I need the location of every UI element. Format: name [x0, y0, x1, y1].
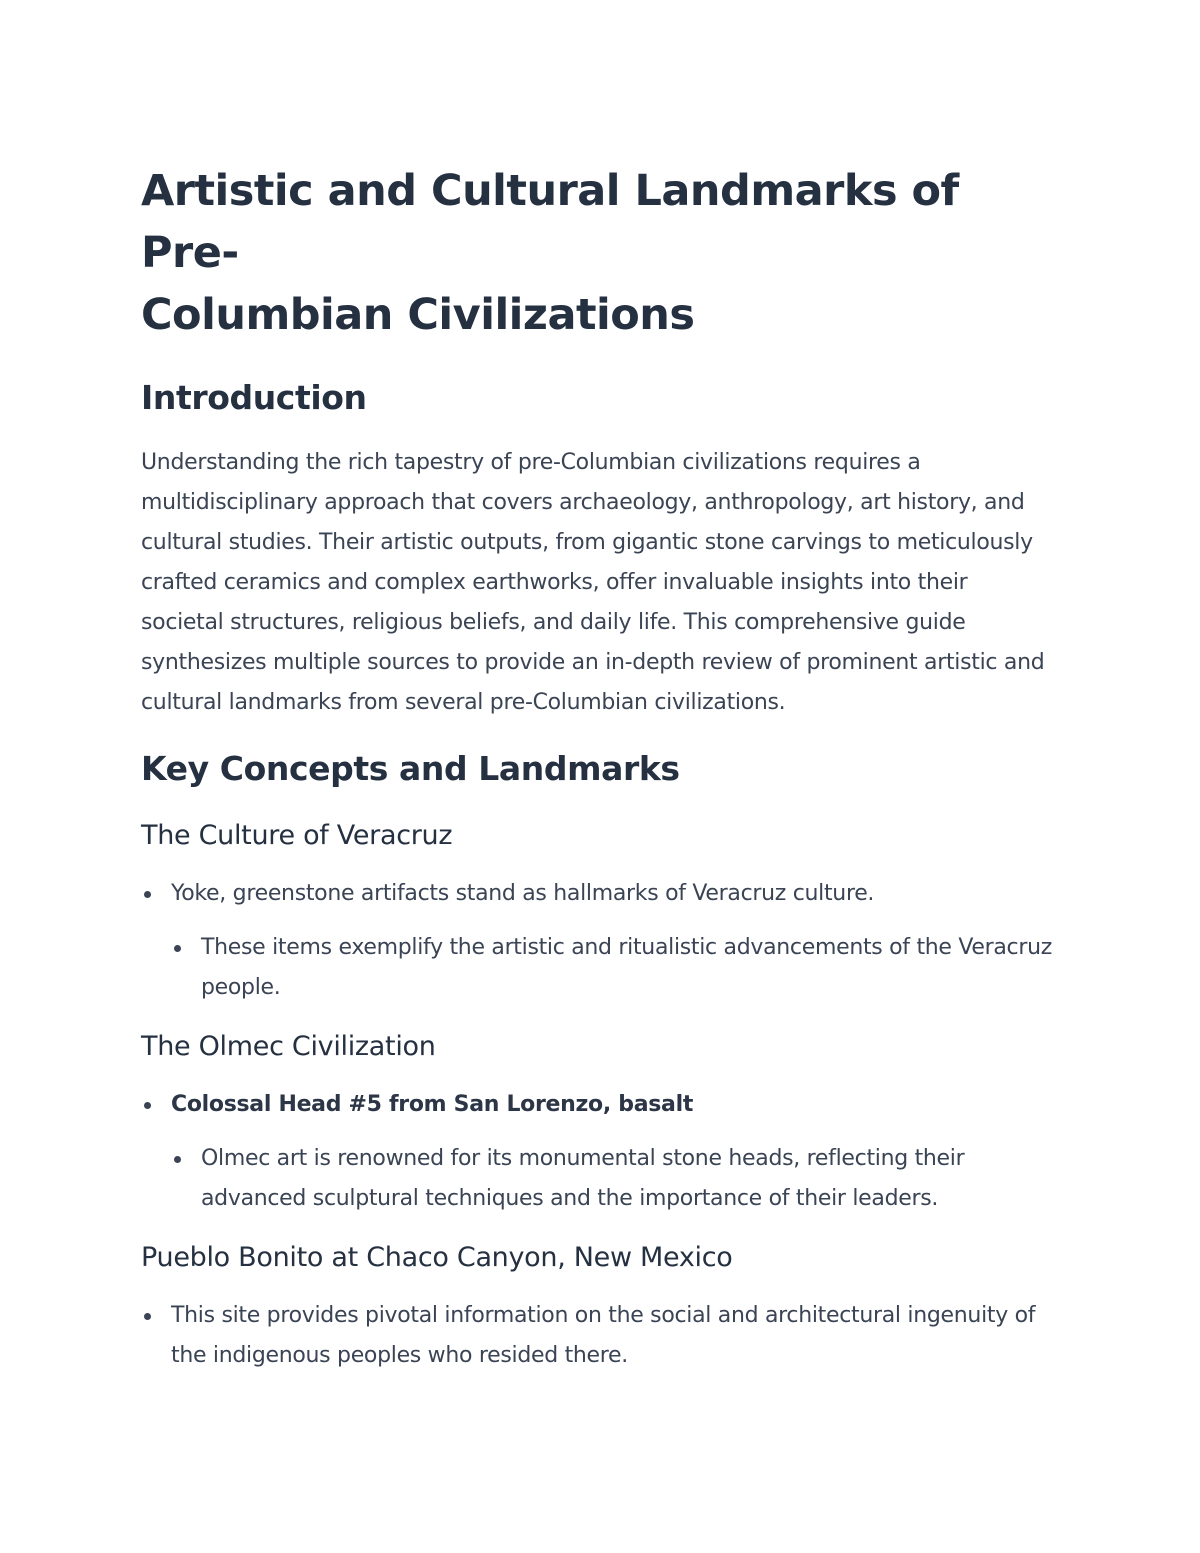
bullet-icon — [144, 1102, 151, 1109]
bullet-icon — [174, 1156, 181, 1163]
list-item-text: These items exemplify the artistic and ritualistic advancements of the Veracruz people. — [201, 935, 1052, 1000]
list-item — [141, 928, 1061, 1008]
introduction-paragraph: Understanding the rich tapestry of pre-Columbian civilizations requires a multidisciplinary approach that covers archaeology, anthropology, art history, and cultural studies. Their artistic outputs, from gigantic stone carvings to meticulously crafted ceramics and complex earthworks, offer invaluable insights into their societal structures, religious beliefs, and daily life. This comprehensive guide synthesizes multiple sources to provide an in-depth review of prominent artistic and cultural landmarks from several pre-Columbian civilizations. — [141, 450, 1045, 715]
key-concepts-heading: Key Concepts and Landmarks — [141, 749, 680, 788]
list-item-text: Yoke, greenstone artifacts stand as hallmarks of Veracruz culture. — [171, 881, 875, 906]
olmec-sublist — [141, 1139, 1061, 1219]
section-heading-olmec: The Olmec Civilization — [141, 1031, 436, 1062]
list-item-text: Olmec art is renowned for its monumental stone heads, reflecting their advanced sculptural techniques and the importance of their leaders. — [201, 1146, 965, 1211]
document-title — [141, 160, 1061, 346]
bullet-icon — [144, 1313, 151, 1320]
bullet-icon — [144, 891, 151, 898]
list-item — [141, 1139, 1061, 1219]
veracruz-list — [141, 874, 1061, 914]
list-item — [141, 1085, 1061, 1125]
list-item — [141, 874, 1061, 914]
section-heading-pueblo-bonito: Pueblo Bonito at Chaco Canyon, New Mexico — [141, 1242, 733, 1273]
document-title-line-2: Columbian Civilizations — [141, 290, 695, 340]
introduction-heading: Introduction — [141, 378, 367, 417]
pueblo-bonito-list — [141, 1296, 1061, 1376]
document-title-line-1: Artistic and Cultural Landmarks of Pre- — [141, 166, 959, 278]
veracruz-sublist — [141, 928, 1061, 1008]
list-item-text: Colossal Head #5 from San Lorenzo, basalt — [171, 1092, 694, 1117]
section-heading-veracruz: The Culture of Veracruz — [141, 820, 453, 851]
list-item-text: This site provides pivotal information on the social and architectural ingenuity of the indigenous peoples who resided there. — [171, 1303, 1036, 1368]
bullet-icon — [174, 945, 181, 952]
olmec-list — [141, 1085, 1061, 1125]
list-item — [141, 1296, 1061, 1376]
document-page — [141, 160, 1061, 1376]
